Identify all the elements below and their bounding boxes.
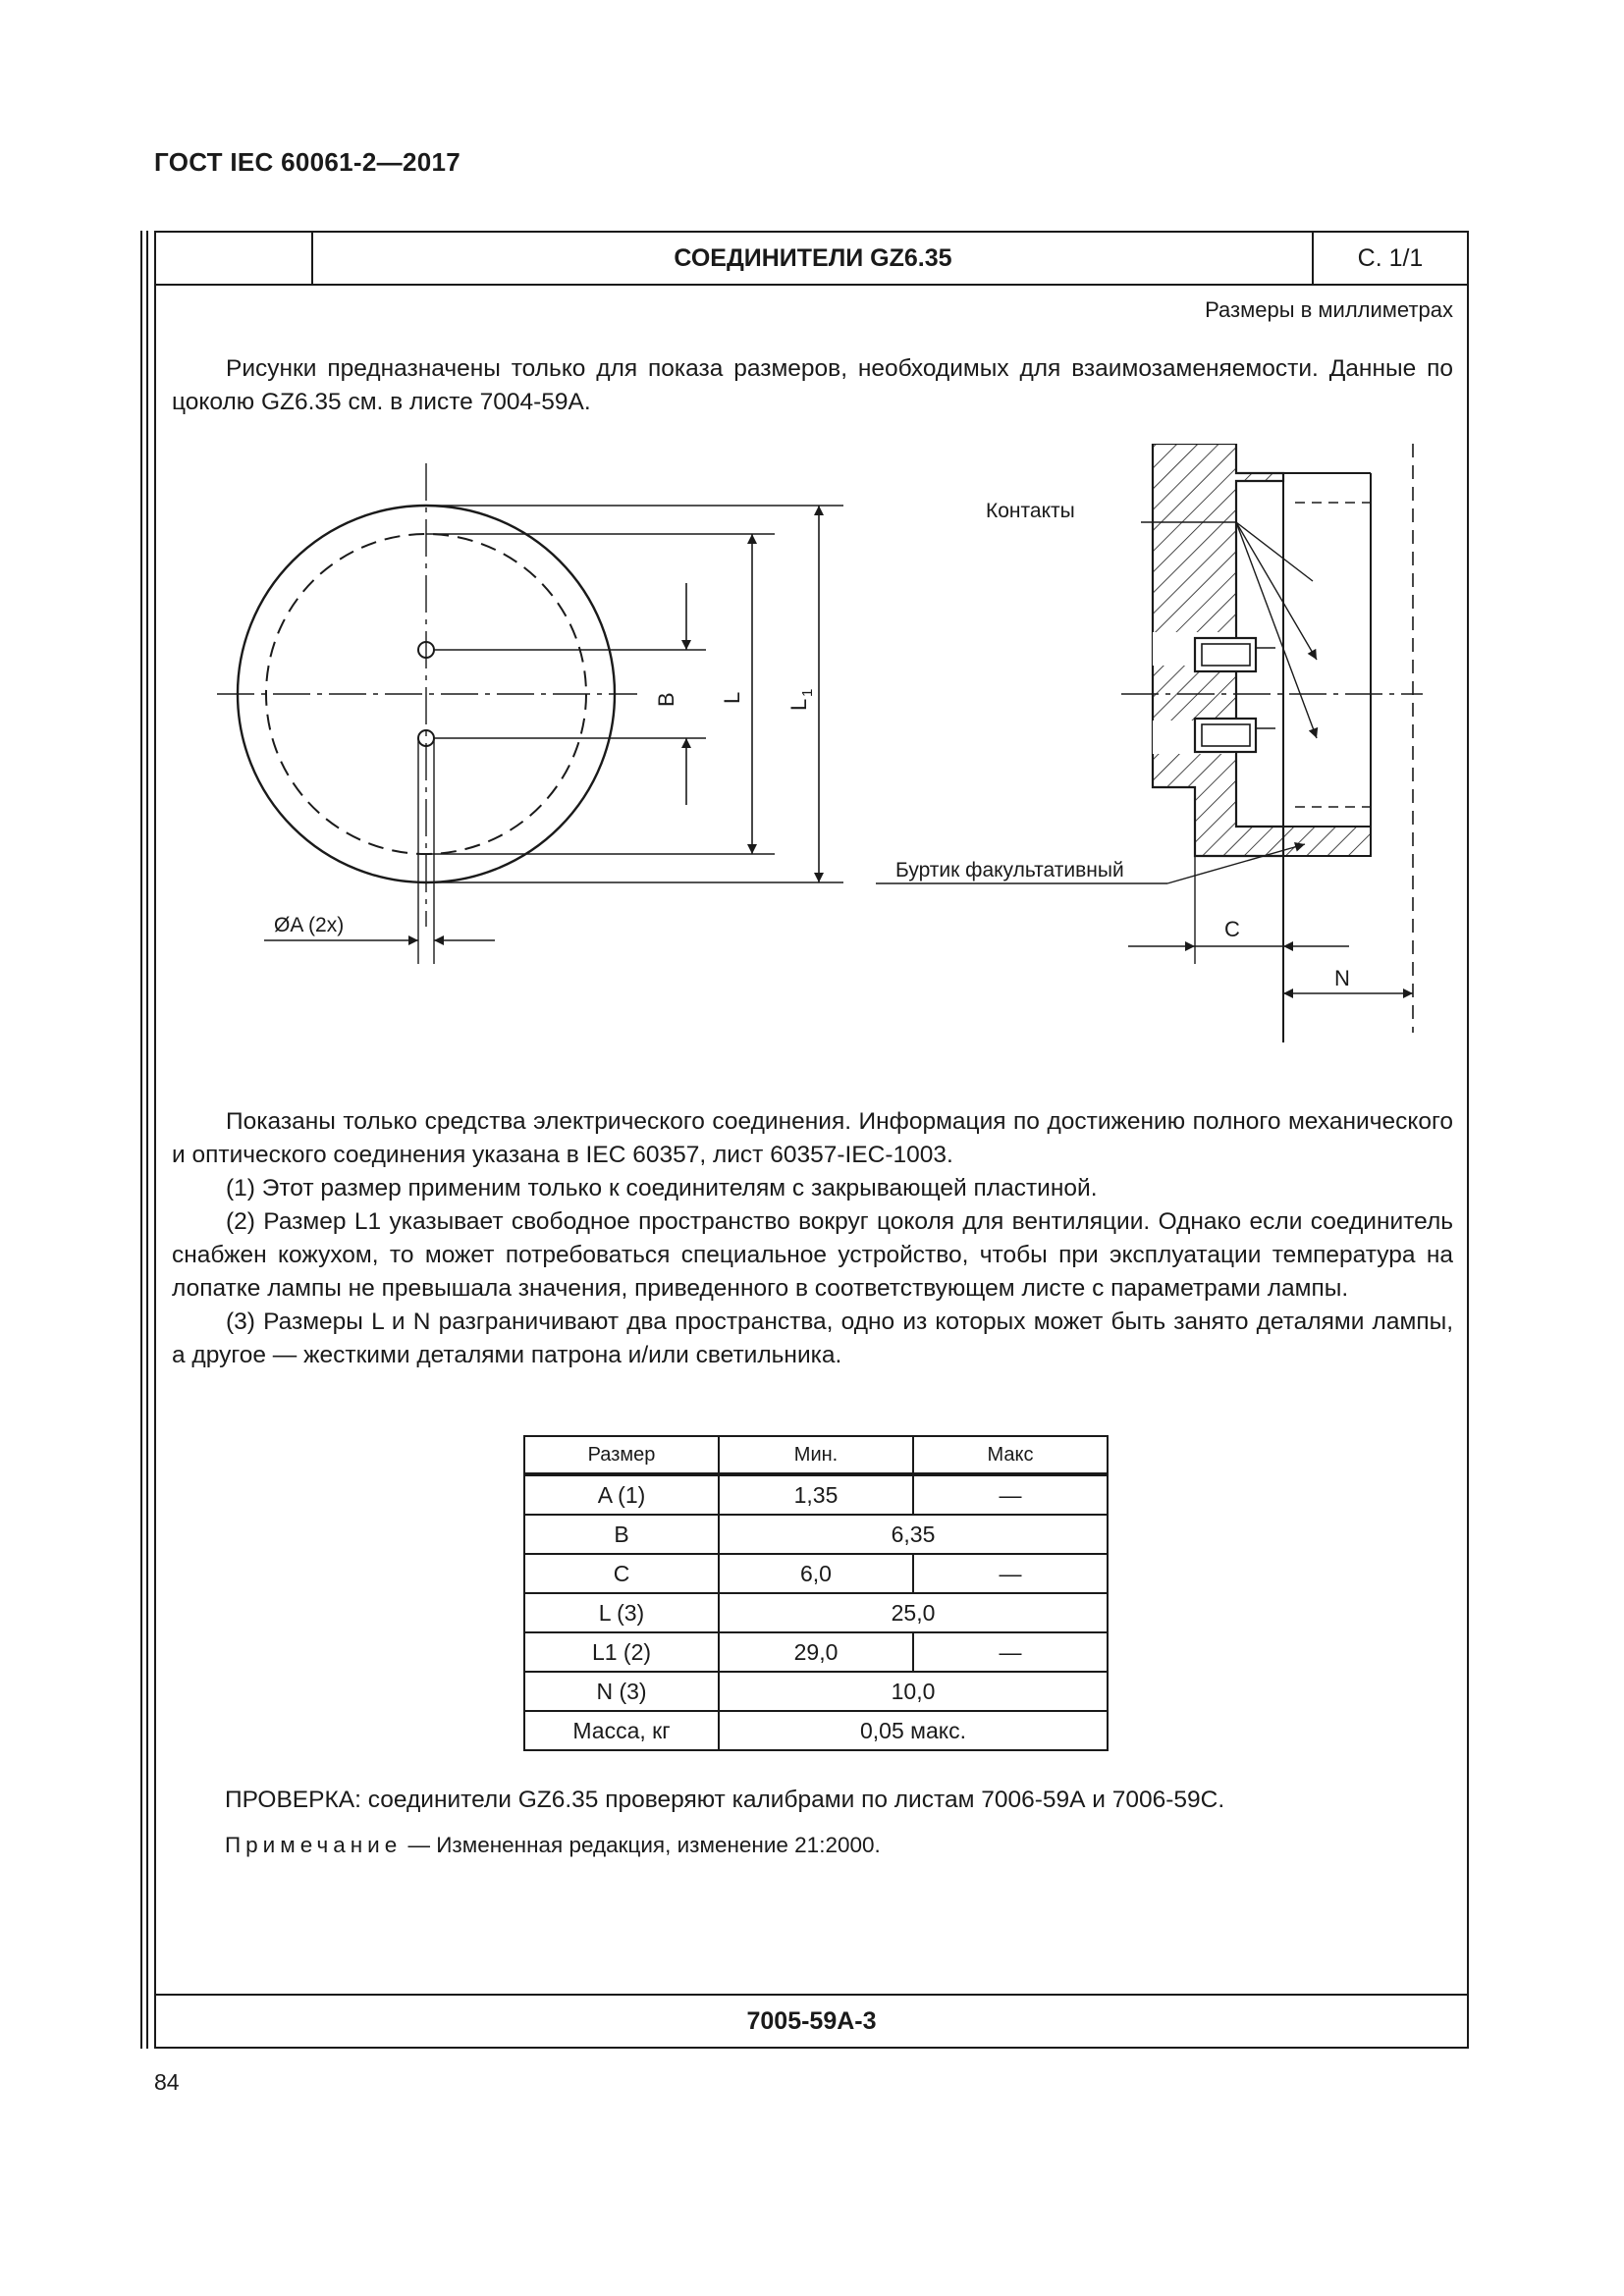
table-row [524, 1554, 1108, 1593]
table-cell-max: — [913, 1554, 1108, 1593]
sheet-code: 7005-59A-3 [156, 1994, 1467, 2047]
label-dim-n: N [1334, 966, 1350, 990]
contact-upper-inner [1202, 644, 1250, 666]
table-cell-dim: B [524, 1515, 719, 1554]
table-row [524, 1672, 1108, 1711]
frame-side-line [140, 231, 142, 2049]
table-row [524, 1711, 1108, 1750]
note [225, 1833, 881, 1858]
connector-section-view [876, 444, 1423, 1042]
table-header-cell: Мин. [719, 1436, 913, 1474]
label-diameter-a: ØA (2x) [274, 914, 345, 936]
connector-front-view [217, 463, 843, 964]
note-label: Примечание [225, 1833, 403, 1857]
table-row [524, 1632, 1108, 1672]
table-cell-min: 1,35 [719, 1474, 913, 1515]
collar-hatched [1283, 827, 1371, 856]
table-row [524, 1515, 1108, 1554]
body-paragraph: (2) Размер L1 указывает свободное пространство вокруг цоколя для вентиляции. Однако если соединитель снабжен кожухом, то может потребоваться специальное устройство, чтобы при эксплуатации температура на лопатке лампы не превышала значения, приведенного в соответствующем листе с параметрами лампы. [172, 1208, 1453, 1302]
contact-lower-inner [1202, 724, 1250, 746]
table-cell-dim: L1 (2) [524, 1632, 719, 1672]
table-cell-min: 6,0 [719, 1554, 913, 1593]
technical-drawing [156, 444, 1467, 1092]
table-cell-max: — [913, 1474, 1108, 1515]
table-cell-value: 10,0 [719, 1672, 1108, 1711]
label-dim-b: B [654, 692, 678, 707]
label-dim-c: C [1224, 917, 1240, 941]
label-contacts: Контакты [986, 500, 1075, 522]
table-cell-dim: A (1) [524, 1474, 719, 1515]
intro-paragraph [172, 352, 1453, 419]
table-cell-dim: Масса, кг [524, 1711, 719, 1750]
frame-side-line [146, 231, 148, 2049]
title-cell-blank [156, 233, 313, 284]
table-cell-dim: C [524, 1554, 719, 1593]
table-row [524, 1593, 1108, 1632]
body-paragraphs [172, 1105, 1453, 1372]
table-cell-dim: N (3) [524, 1672, 719, 1711]
sheet-frame [154, 231, 1469, 2049]
table-row [524, 1474, 1108, 1515]
table-cell-value: 25,0 [719, 1593, 1108, 1632]
sheet-title: СОЕДИНИТЕЛИ GZ6.35 [674, 243, 952, 272]
table-header-row [524, 1436, 1108, 1474]
standard-header: ГОСТ IEC 60061-2—2017 [154, 147, 460, 177]
body-paragraph: (3) Размеры L и N разграничивают два пространства, одно из которых может быть занято деталями лампы, а другое — жесткими деталями патрона и/или светильника. [172, 1308, 1453, 1368]
table-cell-value: 0,05 макс. [719, 1711, 1108, 1750]
check-statement: ПРОВЕРКА: соединители GZ6.35 проверяют калибрами по листам 7006-59А и 7006-59С. [225, 1787, 1225, 1813]
intro-text: Рисунки предназначены только для показа размеров, необходимых для взаимозаменяемости. Данные по цоколю GZ6.35 см. в листе 7004-59А. [172, 355, 1453, 415]
dimensions-table [523, 1435, 1109, 1751]
table-cell-value: 6,35 [719, 1515, 1108, 1554]
title-row [156, 233, 1467, 286]
table-cell-dim: L (3) [524, 1593, 719, 1632]
table-cell-min: 29,0 [719, 1632, 913, 1672]
sheet-page: С. 1/1 [1312, 233, 1467, 284]
label-dim-l1: L [786, 698, 811, 711]
page-number: 84 [154, 2069, 180, 2095]
label-dim-l1-sub: 1 [799, 688, 816, 697]
table-header-cell: Размер [524, 1436, 719, 1474]
section-view-labels [895, 500, 1350, 990]
front-view-labels [274, 689, 816, 936]
units-note: Размеры в миллиметрах [1205, 297, 1453, 322]
label-dim-l: L [720, 691, 744, 704]
table-header-cell: Макс [913, 1436, 1108, 1474]
body-paragraph: Показаны только средства электрического соединения. Информация по достижению полного механического и оптического соединения указана в IEC 60357, лист 60357-IEC-1003. [172, 1108, 1453, 1168]
label-collar: Буртик факультативный [895, 859, 1124, 881]
leader-arrow [1236, 522, 1317, 738]
table-cell-max: — [913, 1632, 1108, 1672]
note-text: — Измененная редакция, изменение 21:2000. [402, 1833, 881, 1857]
body-paragraph: (1) Этот размер применим только к соединителям с закрывающей пластиной. [226, 1175, 1098, 1201]
